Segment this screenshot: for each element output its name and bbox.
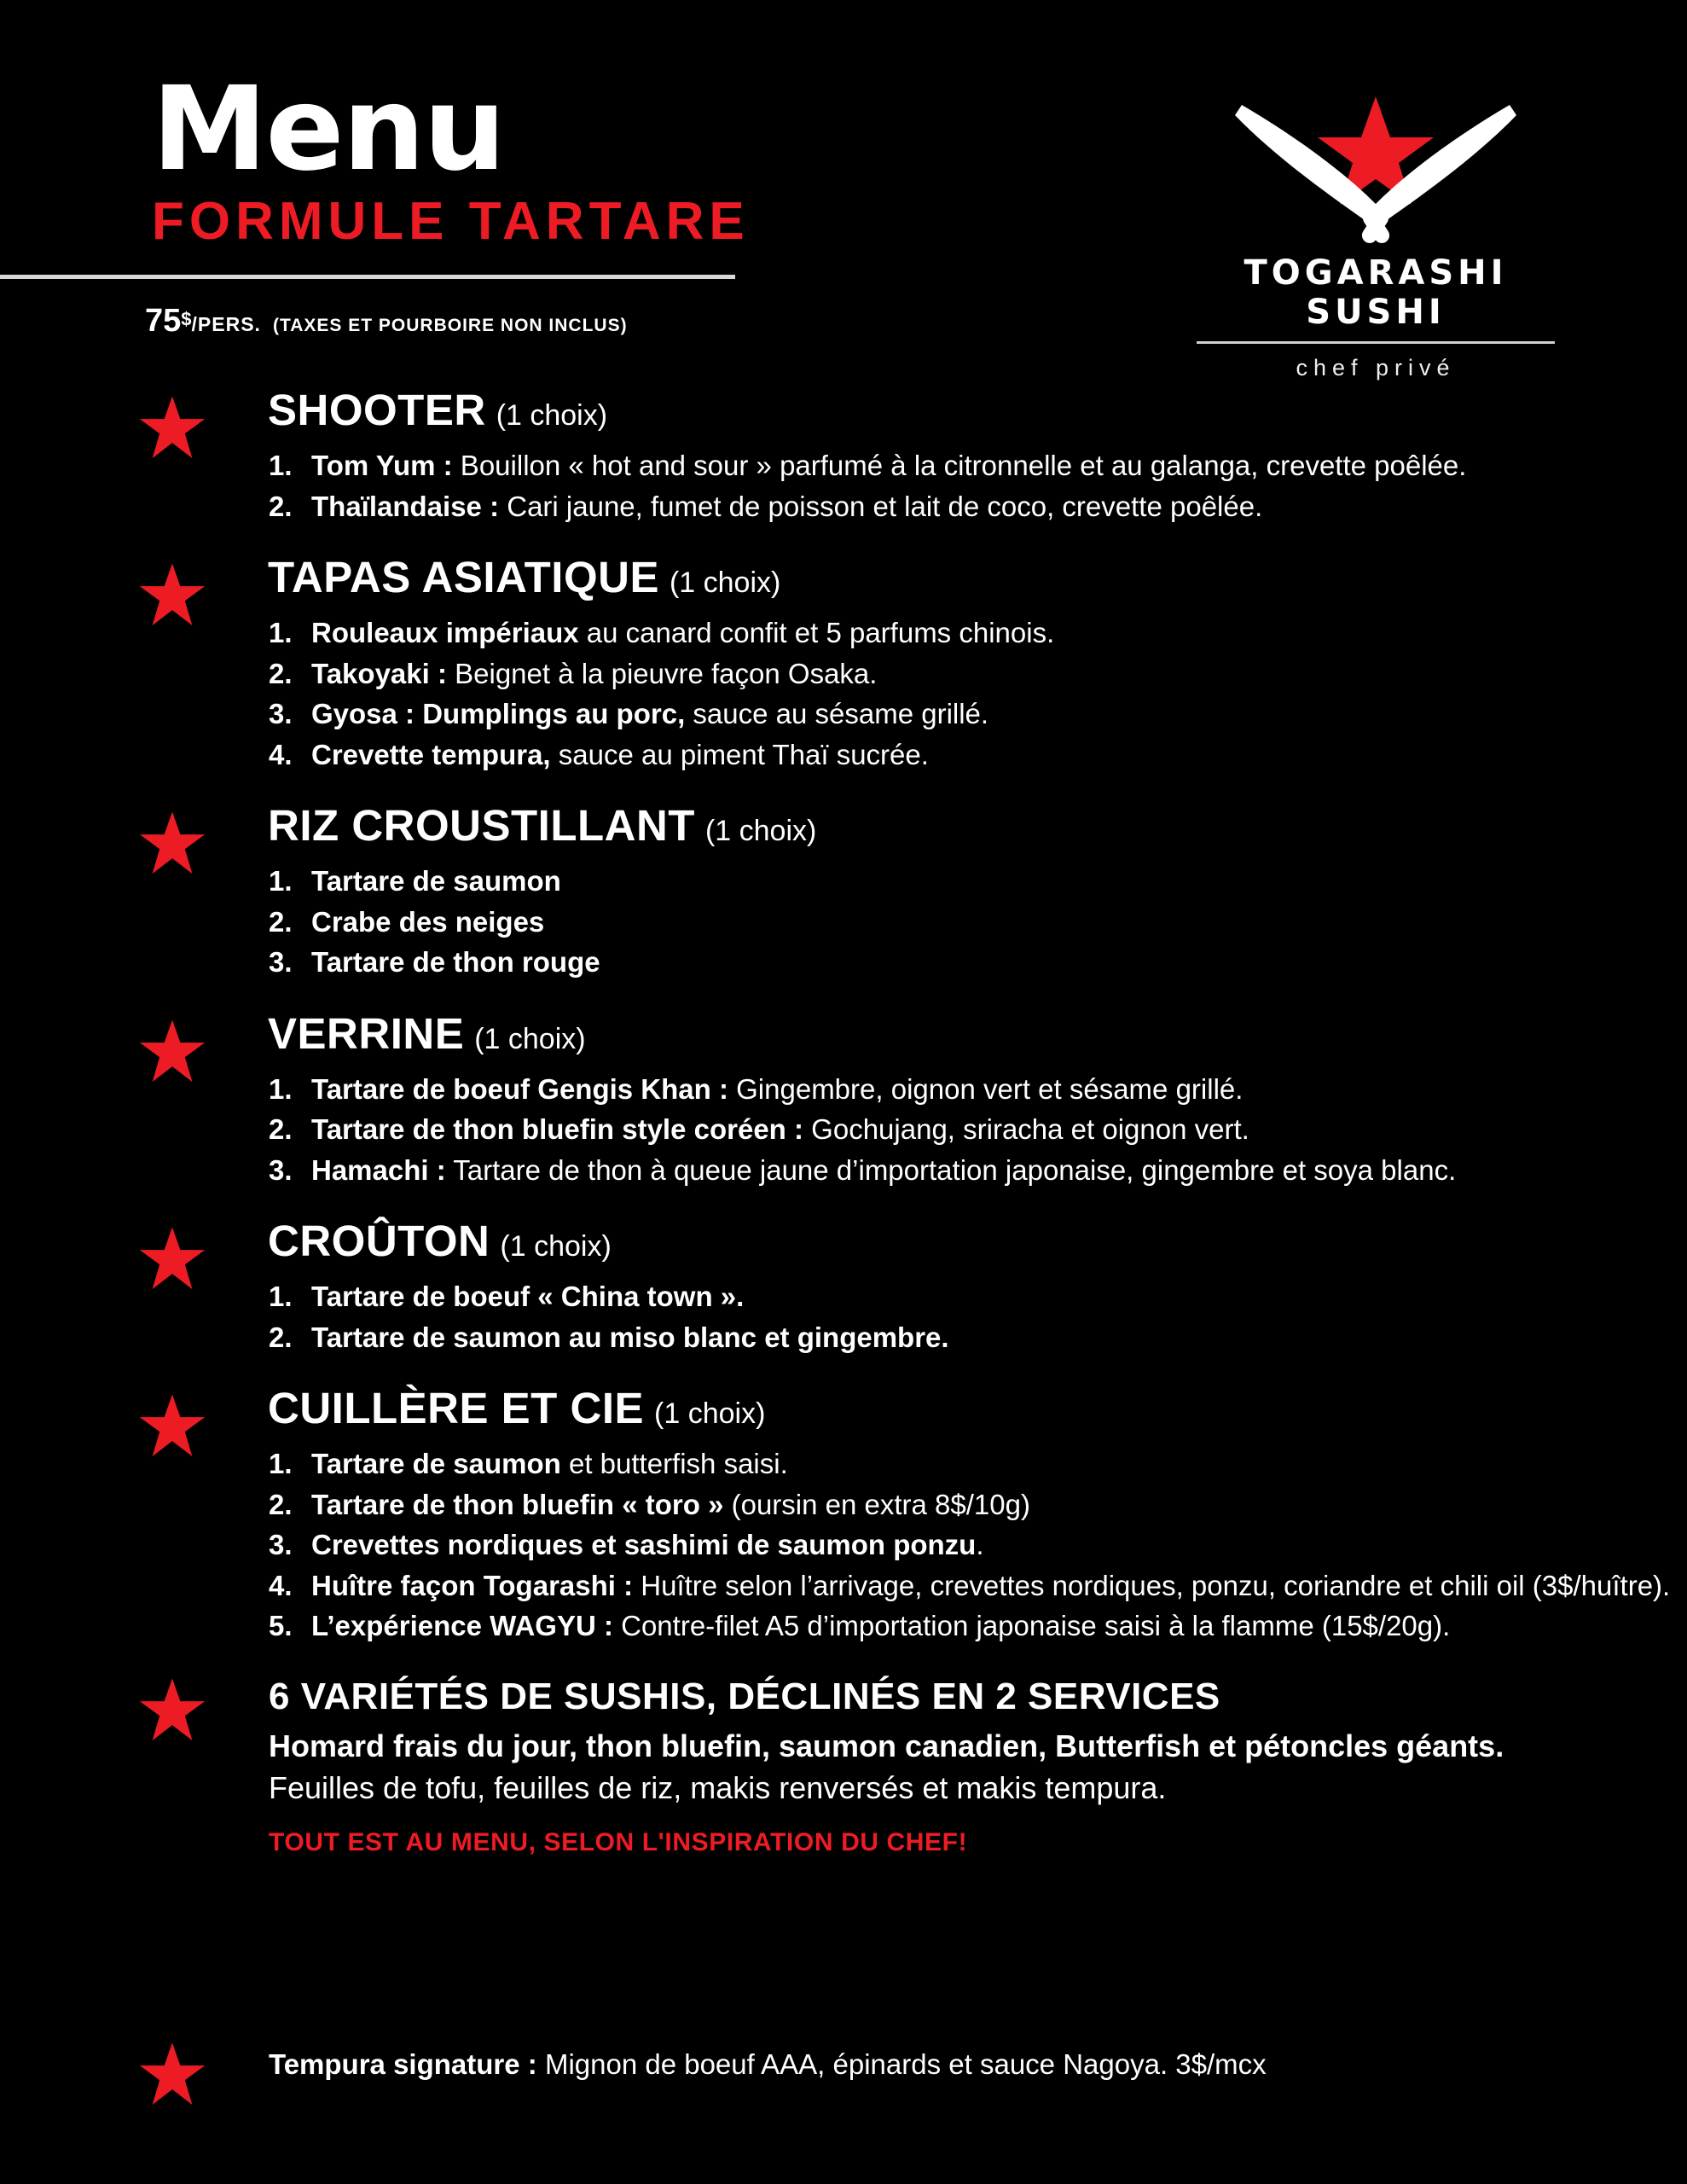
item-name: Tartare de saumon xyxy=(311,1448,561,1480)
item-name: Crevette tempura, xyxy=(311,738,551,770)
item-description: Gingembre, oignon vert et sésame grillé. xyxy=(728,1072,1244,1105)
red-star-icon xyxy=(139,395,206,462)
menu-section-tapas-asiatique xyxy=(0,555,1687,775)
item-name: Huître façon Togarashi : xyxy=(311,1569,634,1601)
item-number: 2. xyxy=(269,1488,293,1520)
chef-inspiration-note: TOUT EST AU MENU, SELON L'INSPIRATION DU CHEF! xyxy=(269,1828,968,1857)
list-item xyxy=(269,613,1687,653)
list-item xyxy=(269,445,1687,486)
item-number: 3. xyxy=(269,1153,293,1186)
item-description: Huître selon l’arrivage, crevettes nordiques, ponzu, coriandre et chili oil (3$/huître). xyxy=(633,1569,1671,1601)
section-title: SHOOTER xyxy=(268,386,486,434)
section-heading xyxy=(268,1008,1687,1058)
list-item xyxy=(269,1443,1687,1484)
list-item xyxy=(269,1069,1687,1110)
item-description: sauce au sésame grillé. xyxy=(685,698,989,730)
item-number: 1. xyxy=(269,450,293,481)
item-description: Gochujang, sriracha et oignon vert. xyxy=(803,1113,1249,1146)
section-title: VERRINE xyxy=(268,1008,465,1058)
list-item xyxy=(269,1317,1687,1358)
item-description: Bouillon « hot and sour » parfumé à la citronnelle et au galanga, crevette poêlée. xyxy=(452,450,1467,481)
item-description: Contre-filet A5 d’importation japonaise saisi à la flamme (15$/20g). xyxy=(612,1610,1451,1642)
menu-section-cuillere-et-cie xyxy=(0,1386,1687,1647)
item-number: 2. xyxy=(269,657,293,689)
item-number: 3. xyxy=(269,1529,293,1561)
section-title: TAPAS ASIATIQUE xyxy=(268,553,659,602)
red-star-icon xyxy=(139,1226,206,1292)
red-star-icon xyxy=(139,1677,206,1744)
list-item xyxy=(269,902,1687,943)
list-item xyxy=(269,1109,1687,1150)
section-items xyxy=(269,613,1687,775)
red-star-icon xyxy=(139,1393,206,1460)
list-item xyxy=(269,653,1687,694)
list-item xyxy=(269,861,1687,902)
item-number: 3. xyxy=(269,698,293,730)
logo-tagline: chef privé xyxy=(1296,355,1456,380)
menu-subtitle: FORMULE TARTARE xyxy=(152,192,750,252)
item-name: Rouleaux impériaux xyxy=(311,617,579,649)
sushi-fish-list: Homard frais du jour, thon bluefin, saumon canadien, Butterfish et pétoncles géants. xyxy=(269,1728,1504,1763)
item-name: Thaïlandaise : xyxy=(311,490,500,522)
menu-section-shooter xyxy=(0,388,1687,526)
section-items xyxy=(269,445,1687,526)
list-item xyxy=(269,1276,1687,1317)
item-description: Cari jaune, fumet de poisson et lait de coco, crevette poêlée. xyxy=(499,490,1263,522)
list-item xyxy=(269,1565,1687,1606)
item-name: Tom Yum : xyxy=(311,450,453,481)
logo-name: TOGARASHI SUSHI xyxy=(1244,253,1508,332)
tempura-description: Mignon de boeuf AAA, épinards et sauce Nagoya. 3$/mcx xyxy=(536,2048,1267,2080)
red-star-icon xyxy=(139,1019,206,1085)
brand-logo xyxy=(1175,81,1576,381)
section-heading xyxy=(268,801,1687,851)
item-number: 3. xyxy=(269,946,293,979)
price-currency: $ xyxy=(181,308,192,330)
item-description: (oursin en extra 8$/10g) xyxy=(723,1488,1030,1520)
item-number: 2. xyxy=(269,490,293,522)
section-items xyxy=(269,1276,1687,1357)
section-heading xyxy=(268,388,1687,432)
item-name: Tartare de boeuf Gengis Khan : xyxy=(311,1072,728,1105)
list-item xyxy=(269,942,1687,983)
item-number: 4. xyxy=(269,1569,293,1601)
red-star-icon xyxy=(139,2042,206,2108)
section-choice: (1 choix) xyxy=(669,566,781,600)
list-item xyxy=(269,1150,1687,1191)
crossed-knives-icon xyxy=(1175,81,1576,252)
list-item xyxy=(269,735,1687,775)
menu-header xyxy=(0,0,1687,380)
item-name: Takoyaki : xyxy=(311,657,447,689)
section-items xyxy=(269,1069,1687,1191)
sushi-description xyxy=(269,1725,1565,1809)
section-heading xyxy=(268,1217,1687,1266)
item-description: au canard confit et 5 parfums chinois. xyxy=(578,617,1055,649)
menu-section-sushis xyxy=(0,1676,1687,1857)
section-title: CUILLÈRE ET CIE xyxy=(268,1384,645,1433)
menu-section-verrine xyxy=(0,1008,1687,1191)
item-name: Tartare de saumon au miso blanc et gingembre. xyxy=(311,1321,949,1353)
item-name: Hamachi : xyxy=(311,1153,446,1186)
item-number: 1. xyxy=(269,1072,293,1105)
sushi-preparation: Feuilles de tofu, feuilles de riz, makis renversés et makis tempura. xyxy=(269,1770,1167,1806)
item-number: 5. xyxy=(269,1610,293,1642)
tempura-signature-text xyxy=(269,2048,1267,2081)
item-number: 1. xyxy=(269,1448,293,1480)
list-item xyxy=(269,1606,1687,1647)
list-item xyxy=(269,1525,1687,1565)
item-name: Crevettes nordiques et sashimi de saumon ponzu xyxy=(311,1529,977,1561)
list-item xyxy=(269,694,1687,735)
section-heading xyxy=(268,553,1687,602)
sushi-heading: 6 VARIÉTÉS DE SUSHIS, DÉCLINÉS EN 2 SERVICES xyxy=(269,1675,1220,1717)
item-name: Tartare de thon bluefin style coréen : xyxy=(311,1113,804,1146)
item-number: 4. xyxy=(269,738,293,770)
item-number: 2. xyxy=(269,1113,293,1146)
price-amount: 75 xyxy=(145,303,182,339)
item-name: L’expérience WAGYU : xyxy=(311,1610,613,1642)
item-name: Tartare de boeuf « China town ». xyxy=(311,1281,745,1313)
item-description: et butterfish saisi. xyxy=(560,1448,788,1480)
item-description: sauce au piment Thaï sucrée. xyxy=(550,738,929,770)
title-block xyxy=(152,62,750,252)
tempura-signature-row xyxy=(0,2048,1267,2081)
list-item xyxy=(269,486,1687,527)
red-star-icon xyxy=(139,562,206,629)
item-number: 2. xyxy=(269,905,293,938)
logo-divider xyxy=(1197,341,1555,344)
section-choice: (1 choix) xyxy=(704,815,817,848)
section-heading xyxy=(268,1384,1687,1433)
item-description: . xyxy=(976,1529,984,1561)
tempura-name: Tempura signature : xyxy=(269,2048,537,2080)
section-title: RIZ CROUSTILLANT xyxy=(268,801,695,851)
item-number: 1. xyxy=(269,617,293,649)
list-item xyxy=(269,1484,1687,1525)
item-number: 1. xyxy=(269,865,293,897)
price-line xyxy=(145,303,628,340)
section-choice: (1 choix) xyxy=(500,1230,612,1263)
section-choice: (1 choix) xyxy=(654,1397,766,1431)
red-star-icon xyxy=(139,810,206,877)
price-unit: /PERS. xyxy=(191,313,261,335)
item-description: Tartare de thon à queue jaune d’importation japonaise, gingembre et soya blanc. xyxy=(445,1153,1457,1186)
item-name: Crabe des neiges xyxy=(311,905,545,938)
section-title: CROÛTON xyxy=(268,1217,490,1266)
item-description: Beignet à la pieuvre façon Osaka. xyxy=(446,657,878,689)
item-name: Gyosa : Dumplings au porc, xyxy=(311,698,686,730)
menu-sections xyxy=(0,388,1687,1886)
section-items xyxy=(269,1443,1687,1647)
item-name: Tartare de saumon xyxy=(311,865,561,897)
item-number: 2. xyxy=(269,1321,293,1353)
price-note: (TAXES ET POURBOIRE NON INCLUS) xyxy=(272,316,628,335)
menu-section-riz-croustillant xyxy=(0,801,1687,983)
item-name: Tartare de thon rouge xyxy=(311,946,600,979)
section-choice: (1 choix) xyxy=(496,399,608,432)
header-divider xyxy=(0,275,735,279)
item-name: Tartare de thon bluefin « toro » xyxy=(311,1488,724,1520)
item-number: 1. xyxy=(269,1281,293,1313)
page-title: Menu xyxy=(152,62,505,197)
section-choice: (1 choix) xyxy=(474,1022,586,1055)
section-items xyxy=(269,861,1687,983)
menu-section-crouton xyxy=(0,1219,1687,1357)
